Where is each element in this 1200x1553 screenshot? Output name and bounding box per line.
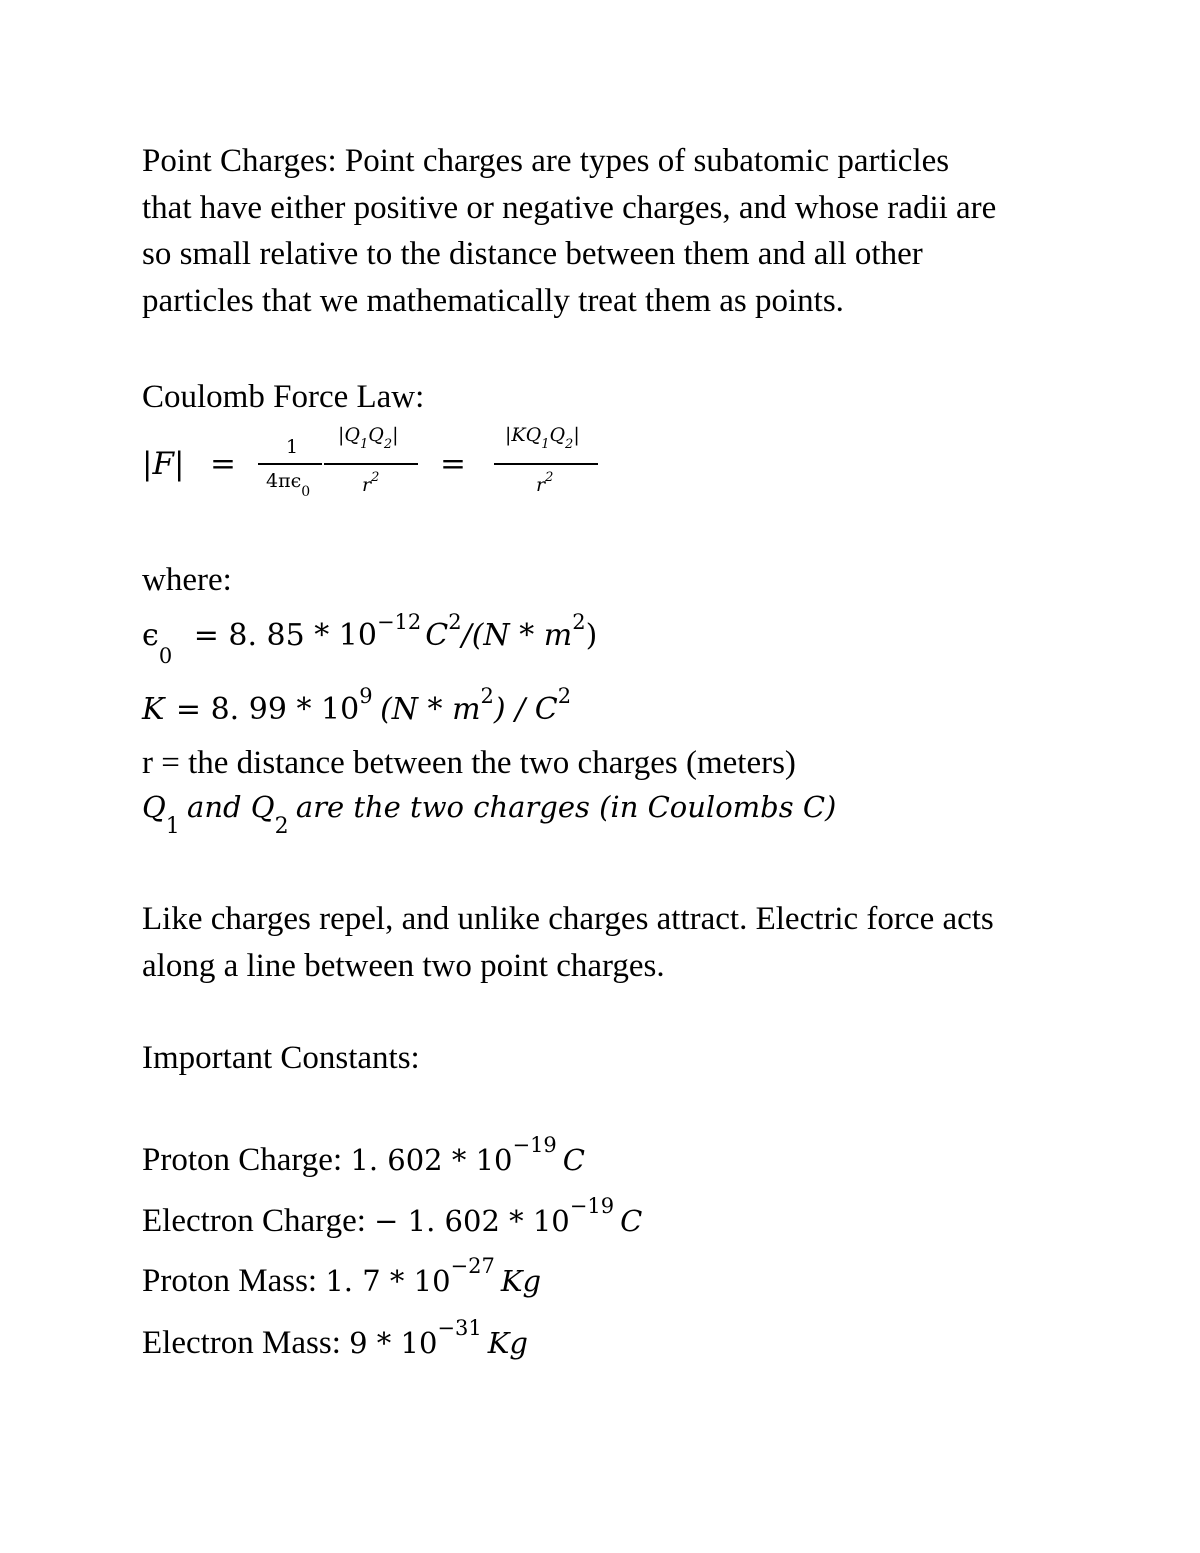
k-constant-line — [142, 684, 572, 727]
epsilon-unit-m-sup: 2 — [572, 610, 586, 634]
fraction2-bar — [324, 463, 418, 465]
fraction1-denominator: $4\pi\epsilon_0$ — [266, 470, 311, 500]
q1-symbol: Q — [142, 790, 166, 824]
electron-mass-exponent: −31 — [437, 1316, 482, 1340]
k-unit-close: ) / C — [493, 692, 558, 727]
epsilon-value: = 8. 85 * 10 — [193, 618, 377, 653]
constants-heading: Important Constants: — [142, 1040, 420, 1076]
electron-mass-label: Electron Mass: — [142, 1325, 350, 1361]
q-definition — [142, 790, 837, 839]
proton-charge-line — [142, 1133, 585, 1179]
intro-line-3: so small relative to the distance between them and all other — [142, 236, 923, 272]
epsilon-unit-rest: /(N * m — [461, 618, 573, 653]
equals-sign-2: = — [440, 446, 466, 482]
q-description: are the two charges (in Coulombs C) — [295, 790, 837, 824]
r-definition: r = the distance between the two charges (meters) — [142, 745, 796, 781]
epsilon-unit-close: ) — [585, 618, 598, 653]
fraction2-denominator: $r^2$ — [362, 470, 380, 496]
epsilon-subscript: 0 — [158, 644, 173, 668]
proton-mass-unit: Kg — [500, 1264, 542, 1298]
electron-mass-unit: Kg — [487, 1326, 528, 1360]
force-magnitude: |F| — [142, 446, 185, 482]
coulomb-heading: Coulomb Force Law: — [142, 379, 425, 415]
fraction1-bar — [258, 463, 322, 465]
q2-subscript: 2 — [274, 814, 289, 839]
intro-line-4: particles that we mathematically treat them as points. — [142, 282, 844, 319]
electron-charge-exponent: −19 — [569, 1194, 615, 1218]
electron-mass-value: 9 * 10 — [349, 1326, 438, 1360]
intro-line-1: Point Charges: Point charges are types of subatomic particles — [142, 143, 950, 179]
k-value: = 8. 99 * 10 — [175, 692, 360, 727]
electron-charge-value: − 1. 602 * 10 — [374, 1204, 570, 1238]
intro-paragraph — [142, 138, 1082, 324]
equals-sign-1: = — [210, 446, 236, 482]
epsilon-line — [142, 610, 598, 668]
k-unit-rest: (N * m — [380, 692, 481, 727]
q-and: and Q — [187, 790, 275, 824]
proton-charge-label: Proton Charge: — [142, 1142, 351, 1178]
fraction3-denominator: $r^2$ — [536, 470, 554, 496]
where-label: where: — [142, 562, 232, 598]
epsilon-symbol: ϵ — [142, 618, 159, 653]
epsilon-unit-c-sup: 2 — [448, 610, 462, 634]
proton-charge-unit: C — [562, 1143, 585, 1177]
fraction1-numerator: 1 — [286, 436, 299, 458]
rule-line-1: Like charges repel, and unlike charges attract. Electric force acts — [142, 901, 994, 937]
proton-mass-value: 1. 7 * 10 — [325, 1264, 451, 1298]
proton-mass-exponent: −27 — [450, 1254, 495, 1278]
k-unit-c-sup: 2 — [557, 684, 572, 708]
proton-mass-label: Proton Mass: — [142, 1263, 326, 1299]
proton-charge-exponent: −19 — [512, 1133, 557, 1157]
k-unit-m-sup: 2 — [480, 684, 494, 708]
electron-charge-line — [142, 1194, 643, 1240]
k-symbol: K — [142, 692, 165, 727]
fraction2-numerator: $|Q_1Q_2|$ — [338, 424, 399, 452]
electron-charge-label: Electron Charge: — [142, 1203, 375, 1239]
rule-paragraph — [142, 896, 1082, 989]
q1-subscript: 1 — [165, 814, 180, 839]
proton-charge-value: 1. 602 * 10 — [350, 1143, 513, 1177]
epsilon-exponent: −12 — [376, 610, 422, 634]
proton-mass-line — [142, 1254, 542, 1300]
epsilon-unit-c: C — [425, 618, 449, 653]
k-exponent: 9 — [359, 684, 373, 708]
fraction3-bar — [494, 463, 598, 465]
rule-line-2: along a line between two point charges. — [142, 947, 665, 984]
electron-charge-unit: C — [620, 1204, 643, 1238]
fraction3-numerator: $|KQ_1Q_2|$ — [505, 424, 580, 452]
intro-line-2: that have either positive or negative charges, and whose radii are — [142, 189, 997, 226]
electron-mass-line — [142, 1316, 528, 1362]
